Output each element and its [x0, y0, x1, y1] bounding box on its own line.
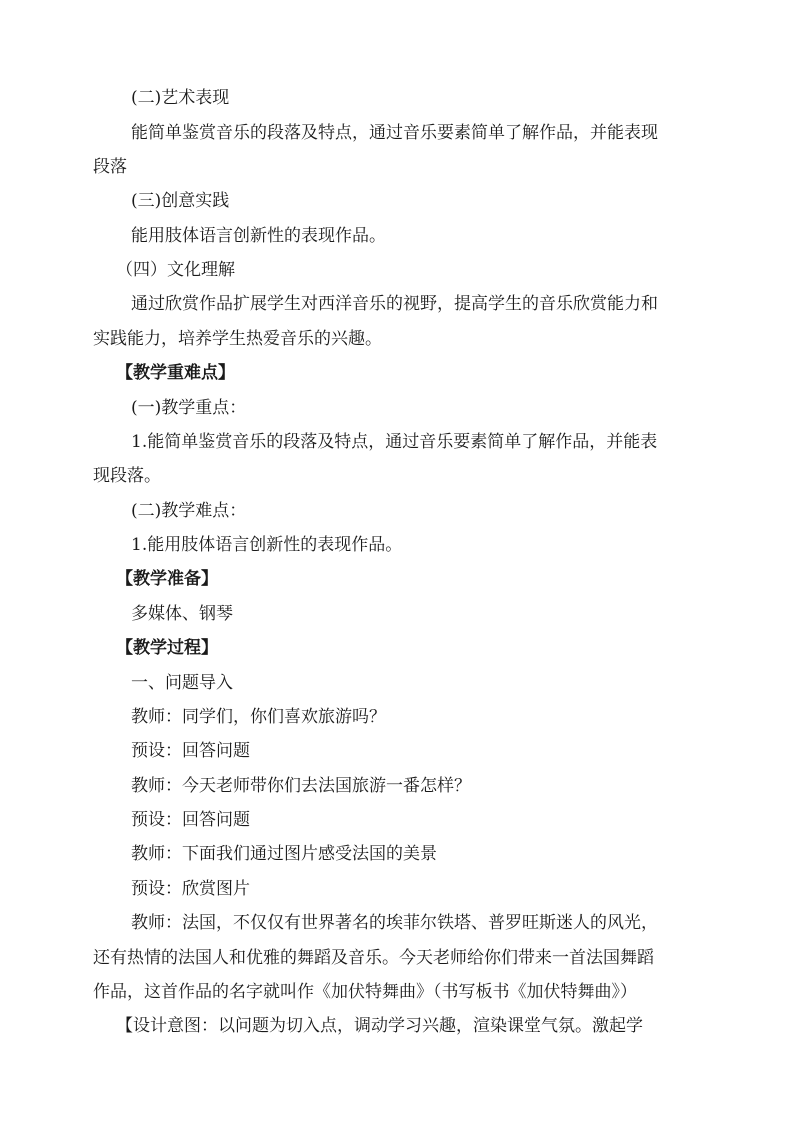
dialogue-line: 教师：同学们，你们喜欢旅游吗？	[131, 707, 386, 727]
paragraph-line: 1.能简单鉴赏音乐的段落及特点，通过音乐要素简单了解作品，并能表	[131, 432, 658, 452]
paragraph-line: 1.能用肢体语言创新性的表现作品。	[131, 535, 403, 555]
dialogue-line: 预设：回答问题	[131, 741, 250, 761]
paragraph-line: 能用肢体语言创新性的表现作品。	[131, 226, 386, 246]
section-heading-preparation: 【教学准备】	[116, 569, 218, 589]
design-intent-line: 【设计意图：以问题为切入点，调动学习兴趣，渲染课堂气氛。激起学	[116, 1016, 643, 1036]
paragraph-line: 通过欣赏作品扩展学生对西洋音乐的视野，提高学生的音乐欣赏能力和	[131, 294, 658, 314]
dialogue-line: 预设：回答问题	[131, 810, 250, 830]
subheading-cultural-understanding: （四）文化理解	[116, 260, 235, 280]
section-heading-key-points: 【教学重难点】	[116, 363, 235, 383]
dialogue-line: 教师：今天老师带你们去法国旅游一番怎样？	[131, 776, 471, 796]
subheading-artistic-expression: (二)艺术表现	[131, 88, 230, 108]
paragraph-line: 段落	[93, 157, 127, 177]
subheading-teaching-difficulty: (二)教学难点：	[131, 501, 247, 521]
paragraph-line: 实践能力，培养学生热爱音乐的兴趣。	[93, 329, 382, 349]
subheading-teaching-focus: (一)教学重点：	[131, 398, 247, 418]
dialogue-line: 教师：法国，不仅仅有世界著名的埃菲尔铁塔、普罗旺斯迷人的风光，	[131, 913, 658, 933]
paragraph-line: 还有热情的法国人和优雅的舞蹈及音乐。今天老师给你们带来一首法国舞蹈	[93, 948, 654, 968]
dialogue-line: 教师：下面我们通过图片感受法国的美景	[131, 844, 437, 864]
paragraph-line: 现段落。	[93, 466, 161, 486]
paragraph-line: 作品，这首作品的名字就叫作《加伏特舞曲》（书写板书《加伏特舞曲》）	[93, 982, 637, 1002]
paragraph-line: 多媒体、钢琴	[131, 604, 233, 624]
subheading-question-intro: 一、问题导入	[131, 673, 233, 693]
subheading-creative-practice: (三)创意实践	[131, 191, 230, 211]
paragraph-line: 能简单鉴赏音乐的段落及特点，通过音乐要素简单了解作品，并能表现	[131, 123, 658, 143]
section-heading-process: 【教学过程】	[116, 638, 218, 658]
dialogue-line: 预设：欣赏图片	[131, 879, 250, 899]
